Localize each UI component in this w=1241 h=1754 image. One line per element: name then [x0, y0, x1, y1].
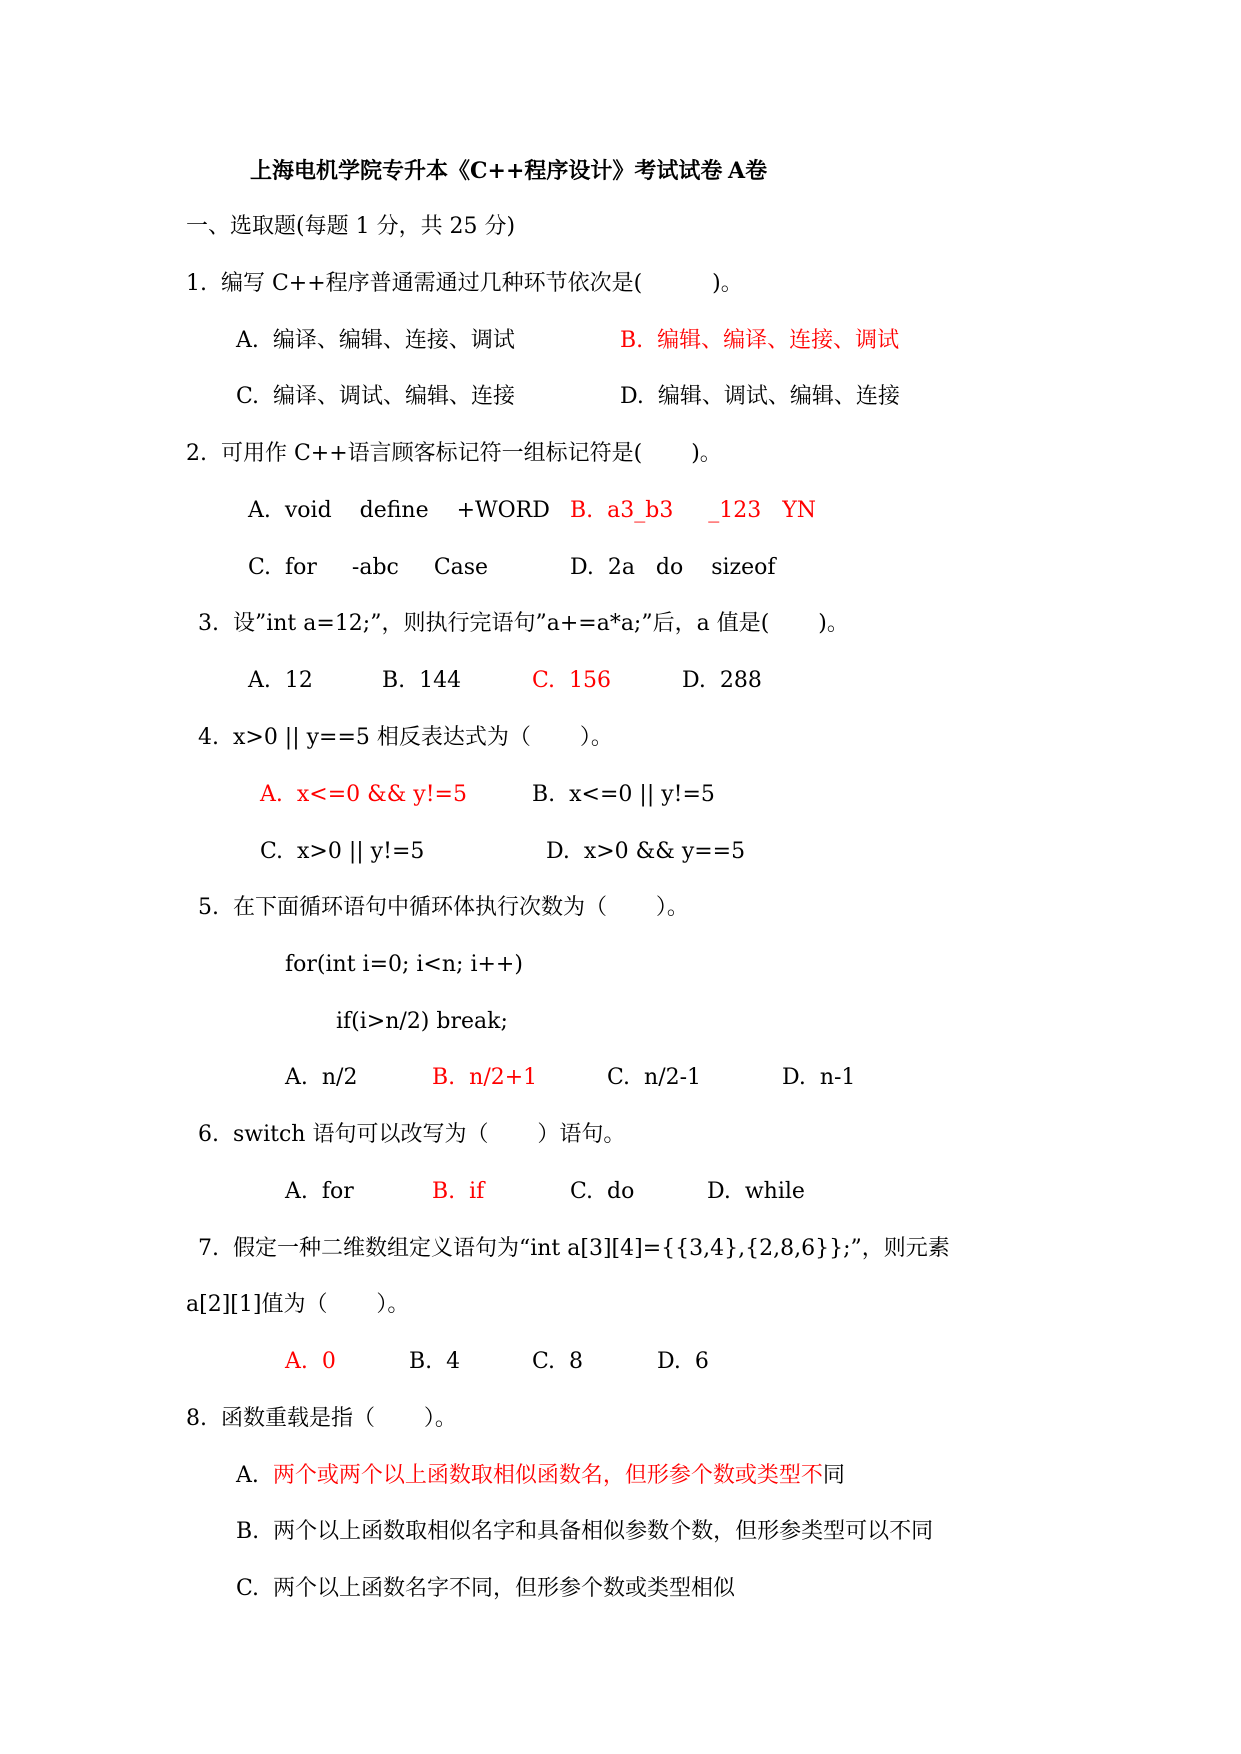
- question-4-option-d: D. x>0 && y==5: [546, 839, 746, 864]
- question-1-option-d: D. 编辑、调试、编辑、连接: [620, 384, 900, 409]
- question-5-option-b: B. n/2+1: [432, 1065, 538, 1090]
- question-3-option-a: A. 12: [248, 668, 313, 693]
- question-8-option-c: C. 两个以上函数名字不同，但形参个数或类型相似: [236, 1576, 736, 1601]
- question-5-code-line-1: for(int i=0; i<n; i++): [285, 952, 523, 977]
- question-8-option-a: [236, 1465, 845, 1487]
- question-1-stem: 1. 编写 C++程序普通需通过几种环节依次是( )。: [186, 271, 743, 296]
- question-8-stem: 8. 函数重载是指（ ）。: [186, 1406, 457, 1431]
- question-6-option-c: C. do: [570, 1179, 635, 1204]
- question-2-stem: 2. 可用作 C++语言顾客标记符一组标记符是( )。: [186, 441, 722, 466]
- question-1-option-a: A. 编译、编辑、连接、调试: [236, 328, 515, 353]
- question-5-code-line-2: if(i>n/2) break;: [336, 1009, 508, 1034]
- question-6-stem: 6. switch 语句可以改写为（ ）语句。: [198, 1122, 626, 1147]
- question-3-option-d: D. 288: [682, 668, 762, 693]
- question-3-option-c: C. 156: [532, 668, 612, 693]
- question-7-option-c: C. 8: [532, 1349, 584, 1374]
- question-8-option-b: B. 两个以上函数取相似名字和具备相似参数个数，但形参类型可以不同: [236, 1519, 934, 1544]
- exam-title: 上海电机学院专升本《C++程序设计》考试试卷: [250, 158, 723, 184]
- question-2-option-c: C. for -abc Case: [248, 555, 489, 580]
- question-4-stem: 4. x>0 || y==5 相反表达式为（ ）。: [198, 725, 613, 750]
- question-8-option-a-tail: 同: [822, 1463, 845, 1488]
- question-2-option-d: D. 2a do sizeof: [570, 555, 776, 580]
- question-4-option-a: A. x<=0 && y!=5: [260, 782, 467, 807]
- question-5-option-d: D. n-1: [782, 1065, 856, 1090]
- question-7-option-b: B. 4: [409, 1349, 461, 1374]
- question-2-option-a: A. void define +WORD: [248, 498, 550, 523]
- question-7-stem-continued: a[2][1]值为（ ）。: [186, 1292, 410, 1317]
- question-8-option-a-label: A.: [236, 1463, 273, 1488]
- question-4-option-b: B. x<=0 || y!=5: [532, 782, 715, 807]
- question-6-option-a: A. for: [285, 1179, 354, 1204]
- question-2-option-b: B. a3_b3 _123 YN: [570, 498, 817, 523]
- exam-volume: A卷: [728, 158, 768, 184]
- question-1-option-c: C. 编译、调试、编辑、连接: [236, 384, 516, 409]
- question-5-option-a: A. n/2: [285, 1065, 358, 1090]
- section-heading: 一、选取题(每题 1 分，共 25 分): [186, 214, 516, 239]
- question-7-stem: 7. 假定一种二维数组定义语句为“int a[3][4]={{3,4},{2,8,6}};”，则元素: [198, 1236, 950, 1261]
- question-5-option-c: C. n/2-1: [607, 1065, 702, 1090]
- question-5-stem: 5. 在下面循环语句中循环体执行次数为（ ）。: [198, 895, 689, 920]
- question-7-option-a: A. 0: [285, 1349, 336, 1374]
- question-3-option-b: B. 144: [382, 668, 462, 693]
- question-6-option-d: D. while: [707, 1179, 805, 1204]
- question-1-option-b: B. 编辑、编译、连接、调试: [620, 328, 900, 353]
- question-7-option-d: D. 6: [657, 1349, 709, 1374]
- question-6-option-b: B. if: [432, 1179, 485, 1204]
- question-4-option-c: C. x>0 || y!=5: [260, 839, 425, 864]
- question-8-option-a-answer: 两个或两个以上函数取相似函数名，但形参个数或类型不: [272, 1463, 823, 1488]
- question-3-stem: 3. 设”int a=12;”，则执行完语句”a+=a*a;”后，a 值是( )。: [198, 611, 849, 636]
